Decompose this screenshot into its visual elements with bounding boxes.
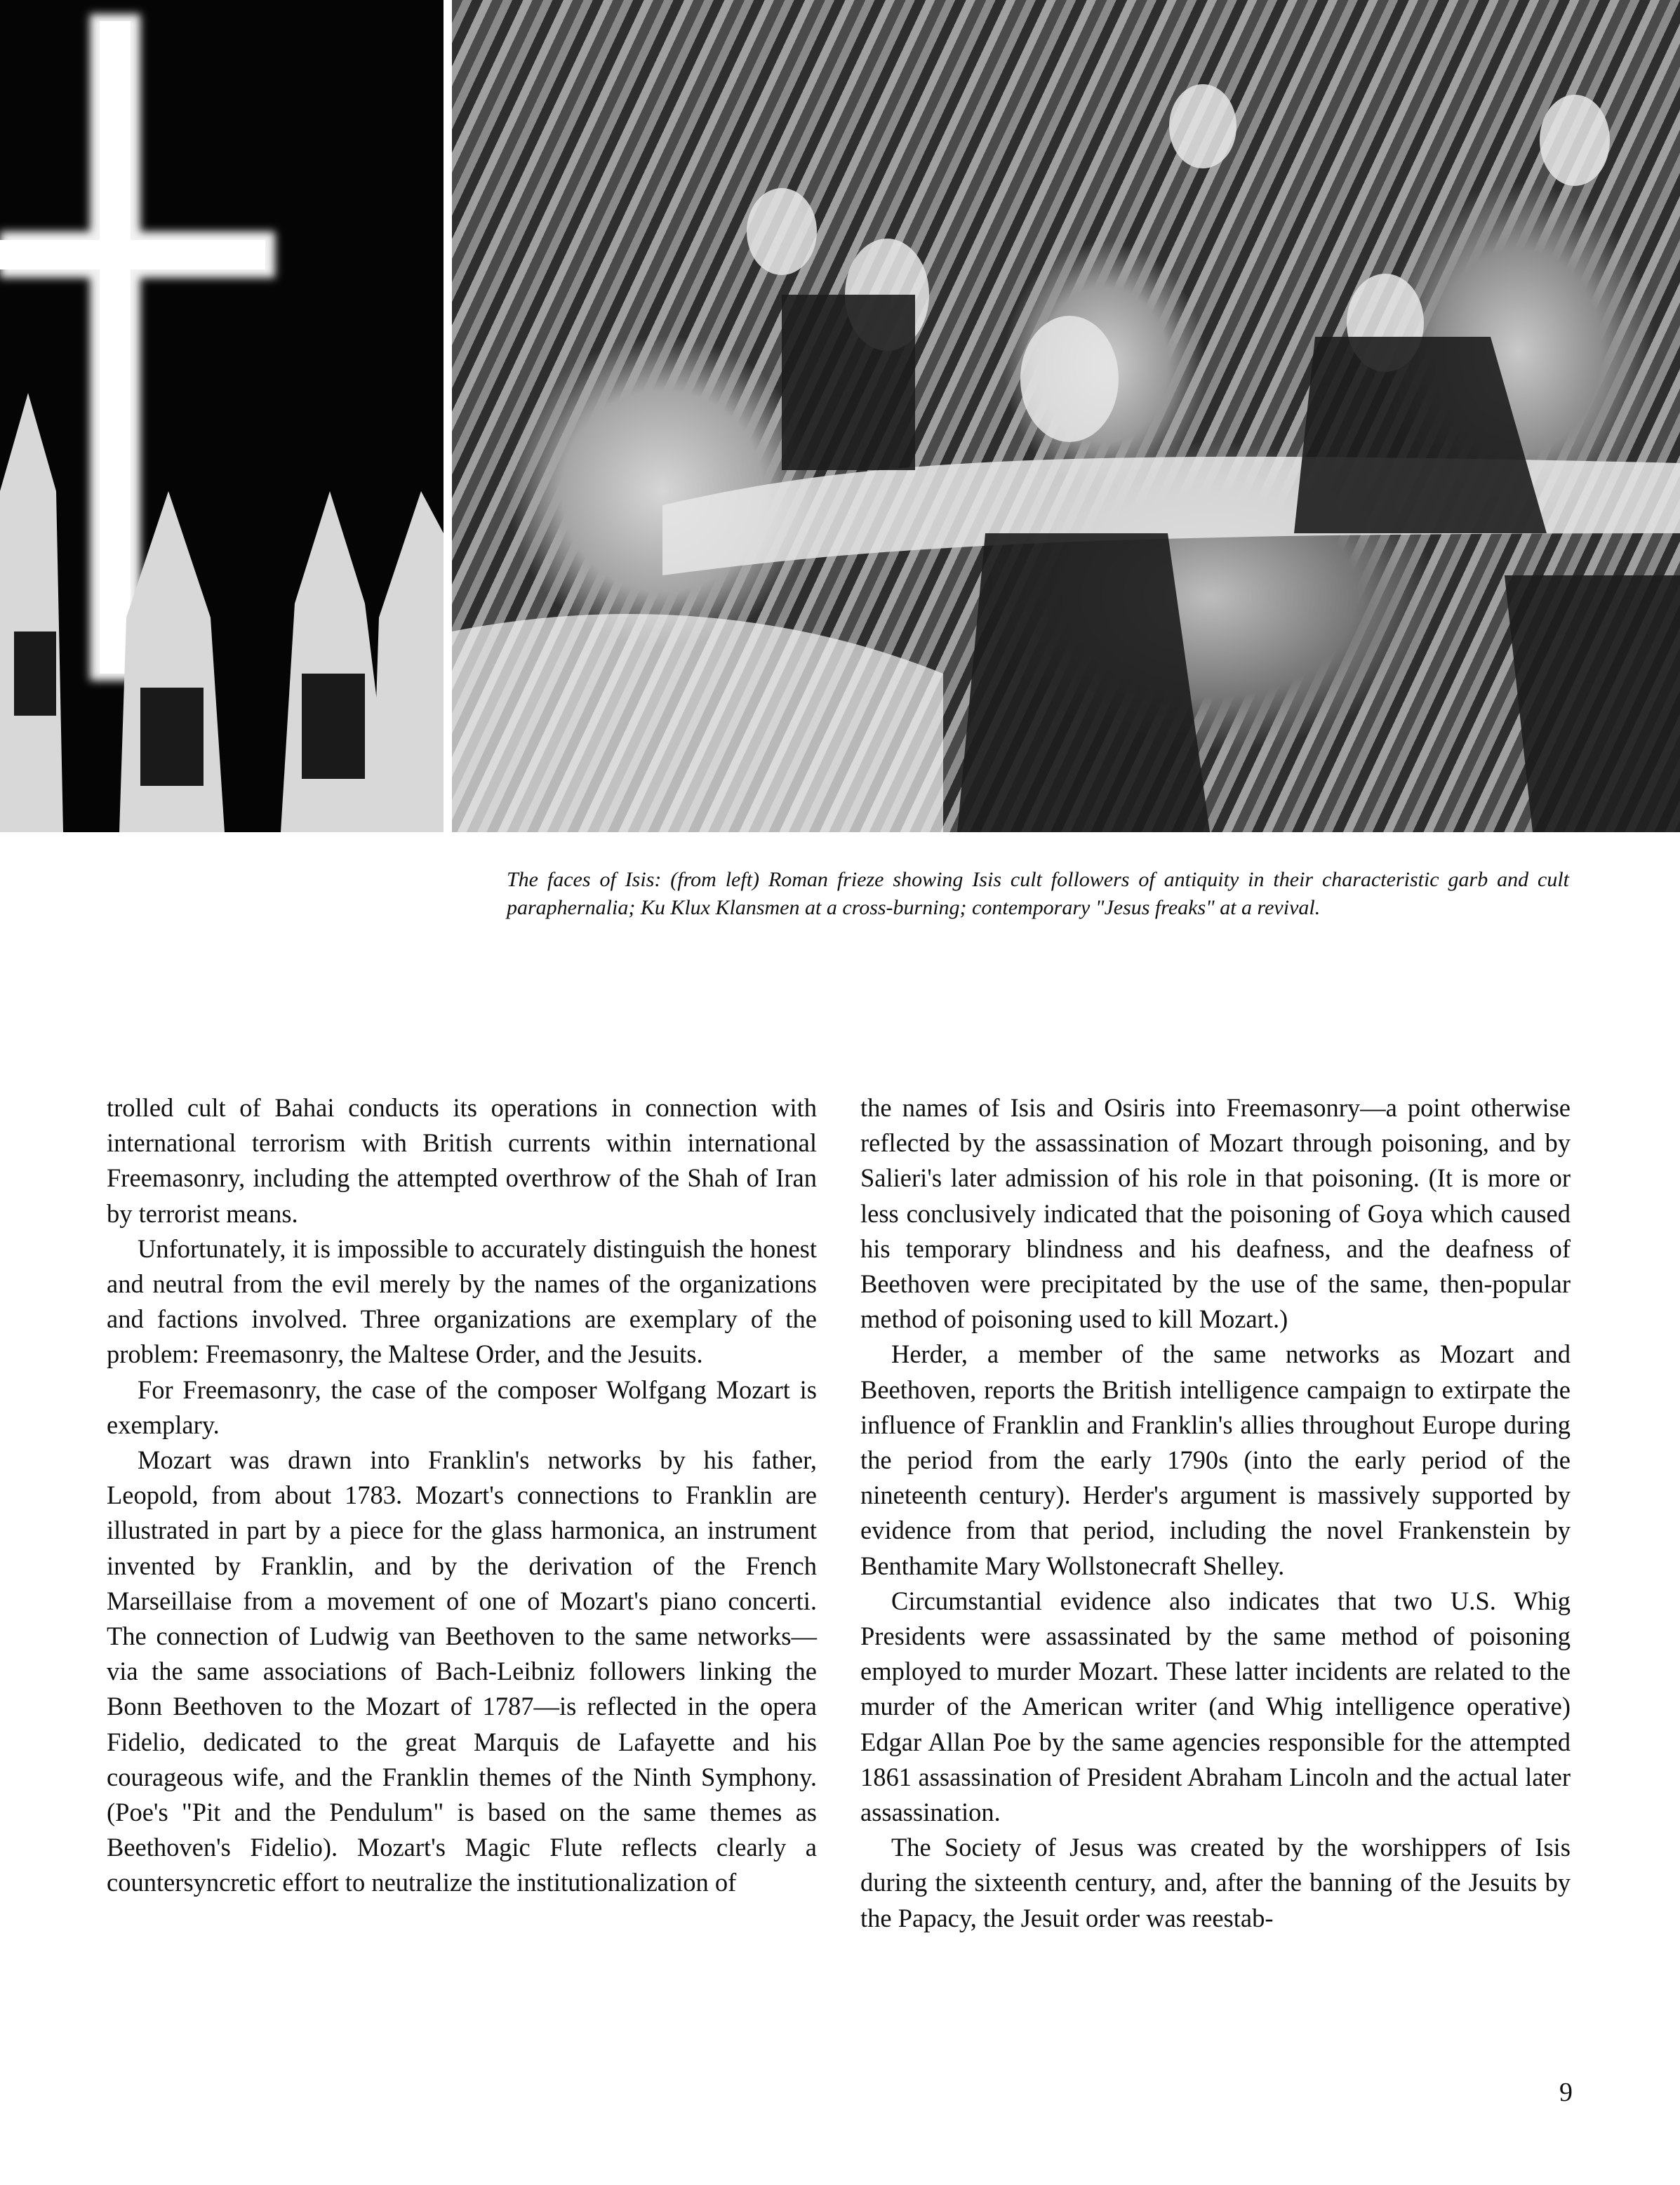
paragraph: Herder, a member of the same networks as Mozart and Beethoven, reports the British intelligence campaign to extirpate the influence of Franklin and Franklin's allies throughout Europe during the period from the early 1790s (into the early period of the nineteenth century). Herder's argument is massively supported by evidence from that period, including the novel Frankenstein by Benthamite Mary Wollstonecraft Shelley.	[860, 1339, 1571, 1580]
paragraph: the names of Isis and Osiris into Freemasonry—a point otherwise reflected by the assassination of Mozart through poisoning, and by Salieri's later admission of his role in that poisoning. (It is more or less conclusively indicated that the poisoning of Goya which caused his temporary blindness and his deafness, and the deafness of Beethoven were precipitated by the use of the same, then-popular method of poisoning used to kill Mozart.)	[860, 1093, 1571, 1334]
burning-cross-graphic	[0, 0, 444, 832]
paragraph: Unfortunately, it is impossible to accurately distinguish the honest and neutral from the evil merely by the names of the organizations and factions involved. Three organizations are exemplary of the problem: Freemasonry, the Maltese Order, and the Jesuits.	[107, 1234, 817, 1369]
crowd-graphic	[452, 0, 1680, 832]
klan-cross-burning-photo	[0, 0, 444, 832]
paragraph: The Society of Jesus was created by the worshippers of Isis during the sixteenth century, and, after the banning of the Jesuits by the Papacy, the Jesuit order was reestab-	[860, 1833, 1571, 1932]
revival-crowd-photo	[452, 0, 1680, 832]
page-number: 9	[1559, 2078, 1573, 2107]
photo-strip	[0, 0, 1680, 832]
text-column-right	[860, 1090, 1571, 1936]
paragraph: Circumstantial evidence also indicates that two U.S. Whig Presidents were assassinated by the same method of poisoning employed to murder Mozart. These latter incidents are related to the murder of the American writer (and Whig intelligence operative) Edgar Allan Poe by the same agencies responsible for the attempted 1861 assassination of President Abraham Lincoln and the actual later assassination.	[860, 1586, 1571, 1827]
paragraph: Mozart was drawn into Franklin's networks by his father, Leopold, from about 1783. Mozart's connections to Franklin are illustrated in part by a piece for the glass harmonica, an instrument invented by Franklin, and by the derivation of the French Marseillaise from a movement of one of Mozart's piano concerti. The connection of Ludwig van Beethoven to the same networks—via the same associations of Bach-Leibniz followers linking the Bonn Beethoven to the Mozart of 1787—is reflected in the opera Fidelio, dedicated to the great Marquis de Lafayette and his courageous wife, and the Franklin themes of the Ninth Symphony. (Poe's "Pit and the Pendulum" is based on the same themes as Beethoven's Fidelio). Mozart's Magic Flute reflects clearly a countersyncretic effort to neutralize the institutionalization of	[107, 1445, 817, 1897]
paragraph: For Freemasonry, the case of the composer Wolfgang Mozart is exemplary.	[107, 1375, 817, 1439]
text-column-left	[107, 1090, 817, 1901]
paragraph: trolled cult of Bahai conducts its operations in connection with international terrorism with British currents within international Freemasonry, including the attempted overthrow of the Shah of Iran by terrorist means.	[107, 1093, 817, 1228]
photo-caption: The faces of Isis: (from left) Roman frieze showing Isis cult followers of antiquity in their characteristic garb and cult paraphernalia; Ku Klux Klansmen at a cross-burning; contemporary "Jesus freaks" at a revival.	[507, 868, 1569, 919]
